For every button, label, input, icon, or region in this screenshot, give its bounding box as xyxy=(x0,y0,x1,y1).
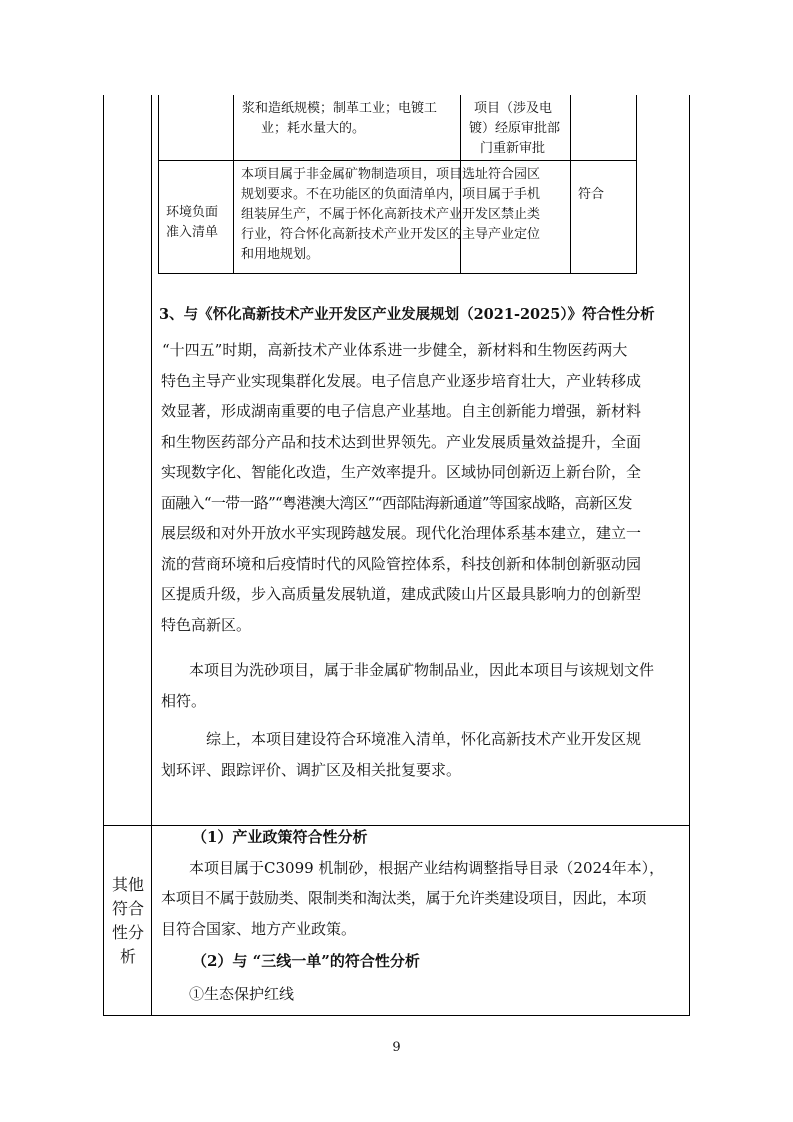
row2-result: 符合 xyxy=(578,187,605,202)
side-label-line-2: 符合 xyxy=(111,899,144,918)
side-label-line-3: 性分 xyxy=(111,923,144,942)
section3-para3-line-1: 综上，本项目建设符合环境准入清单，怀化高新技术产业开发区规 xyxy=(206,730,642,748)
row2-category-line-1: 环境负面 xyxy=(166,205,219,220)
side-label-line-4: 析 xyxy=(119,947,136,966)
inner-row-divider xyxy=(158,160,637,161)
industry-policy-line-2: 本项目不属于鼓励类、限制类和淘汰类，属于允许类建设项目，因此，本项 xyxy=(161,889,647,907)
row1-note-line-2: 镀）经原审批部 xyxy=(469,121,561,136)
section3-para1-line-8: 流的营商环境和后疫情时代的风险管控体系，科技创新和体制创新驱动园 xyxy=(161,554,642,573)
row2-analysis-line-4: 行业，符合怀化高新技术产业开发区的主导产业定位 xyxy=(241,227,541,242)
inner-right-border xyxy=(636,95,637,274)
row1-note-line-1: 项目（涉及电 xyxy=(474,101,553,116)
other-compliance-label xyxy=(108,873,148,969)
industry-policy-heading: （1）产业政策符合性分析 xyxy=(192,828,368,846)
inner-col-2-left xyxy=(233,95,234,274)
row2-analysis-line-3: 组装屏生产，不属于怀化高新技术产业开发区禁止类 xyxy=(241,207,541,222)
section3-para1-line-4: 和生物医药部分产品和技术达到世界领先。产业发展质量效益提升，全面 xyxy=(161,432,642,451)
section3-para1-line-2: 特色主导产业实现集群化发展。电子信息产业逐步培育壮大，产业转移成 xyxy=(161,371,642,390)
row1-note-line-3: 门重新审批 xyxy=(480,141,546,156)
section3-para1-line-5: 实现数字化、智能化改造，生产效率提升。区域协同创新迈上新台阶，全 xyxy=(161,463,642,481)
section3-para1-line-6: 面融入“一带一路”“粤港澳大湾区”“西部陆海新通道”等国家战略，高新区发 xyxy=(161,493,632,512)
row2-analysis-line-1: 本项目属于非金属矿物制造项目，项目选址符合园区 xyxy=(241,167,541,182)
three-lines-heading: （2）与 “三线一单”的符合性分析 xyxy=(192,952,420,970)
industry-policy-line-3: 目符合国家、地方产业政策。 xyxy=(161,919,357,938)
inner-bottom-border xyxy=(158,273,637,274)
section3-para2-line-2: 相符。 xyxy=(161,691,207,710)
row2-analysis-line-2: 规划要求。不在功能区的负面清单内，项目属于手机 xyxy=(241,187,541,202)
section3-para1-line-3: 效显著，形成湖南重要的电子信息产业基地。自主创新能力增强，新材料 xyxy=(161,402,642,420)
outer-right-border xyxy=(689,95,690,1016)
row2-category-line-2: 准入清单 xyxy=(166,225,219,240)
section3-para1-line-9: 区提质升级，步入高质量发展轨道，建成武陵山片区最具影响力的创新型 xyxy=(161,585,642,603)
ecological-redline-item: ①生态保护红线 xyxy=(189,985,295,1003)
side-label-line-1: 其他 xyxy=(111,875,144,894)
section3-para1-line-1: “十四五”时期，高新技术产业体系进一步健全，新材料和生物医药两大 xyxy=(162,341,628,359)
section3-para2-line-1: 本项目为洗砂项目，属于非金属矿物制品业，因此本项目与该规划文件 xyxy=(189,661,655,679)
inner-col-4-left xyxy=(570,95,571,274)
other-compliance-label-cell xyxy=(104,826,152,1016)
section3-heading: 3、与《怀化高新技术产业开发区产业发展规划（2021-2025）》符合性分析 xyxy=(159,306,655,323)
industry-policy-line-1: 本项目属于C3099 机制砂，根据产业结构调整指导目录（2024年本）， xyxy=(189,858,665,877)
inner-col-1-left xyxy=(158,95,159,274)
page-number: 9 xyxy=(392,1040,401,1055)
row1-requirement-line-2: 业；耗水量大的。 xyxy=(261,121,366,136)
row1-requirement-line-1: 浆和造纸规模；制革工业；电镀工 xyxy=(242,101,438,116)
section3-para3-line-2: 划环评、跟踪评价、调扩区及相关批复要求。 xyxy=(161,760,462,779)
section3-para1-line-10: 特色高新区。 xyxy=(161,615,252,634)
outer-bottom-border xyxy=(103,1015,690,1016)
section3-para1-line-7: 展层级和对外开放水平实现跨越发展。现代化治理体系基本建立，建立一 xyxy=(161,524,642,542)
row2-analysis-line-5: 和用地规划。 xyxy=(241,247,320,262)
